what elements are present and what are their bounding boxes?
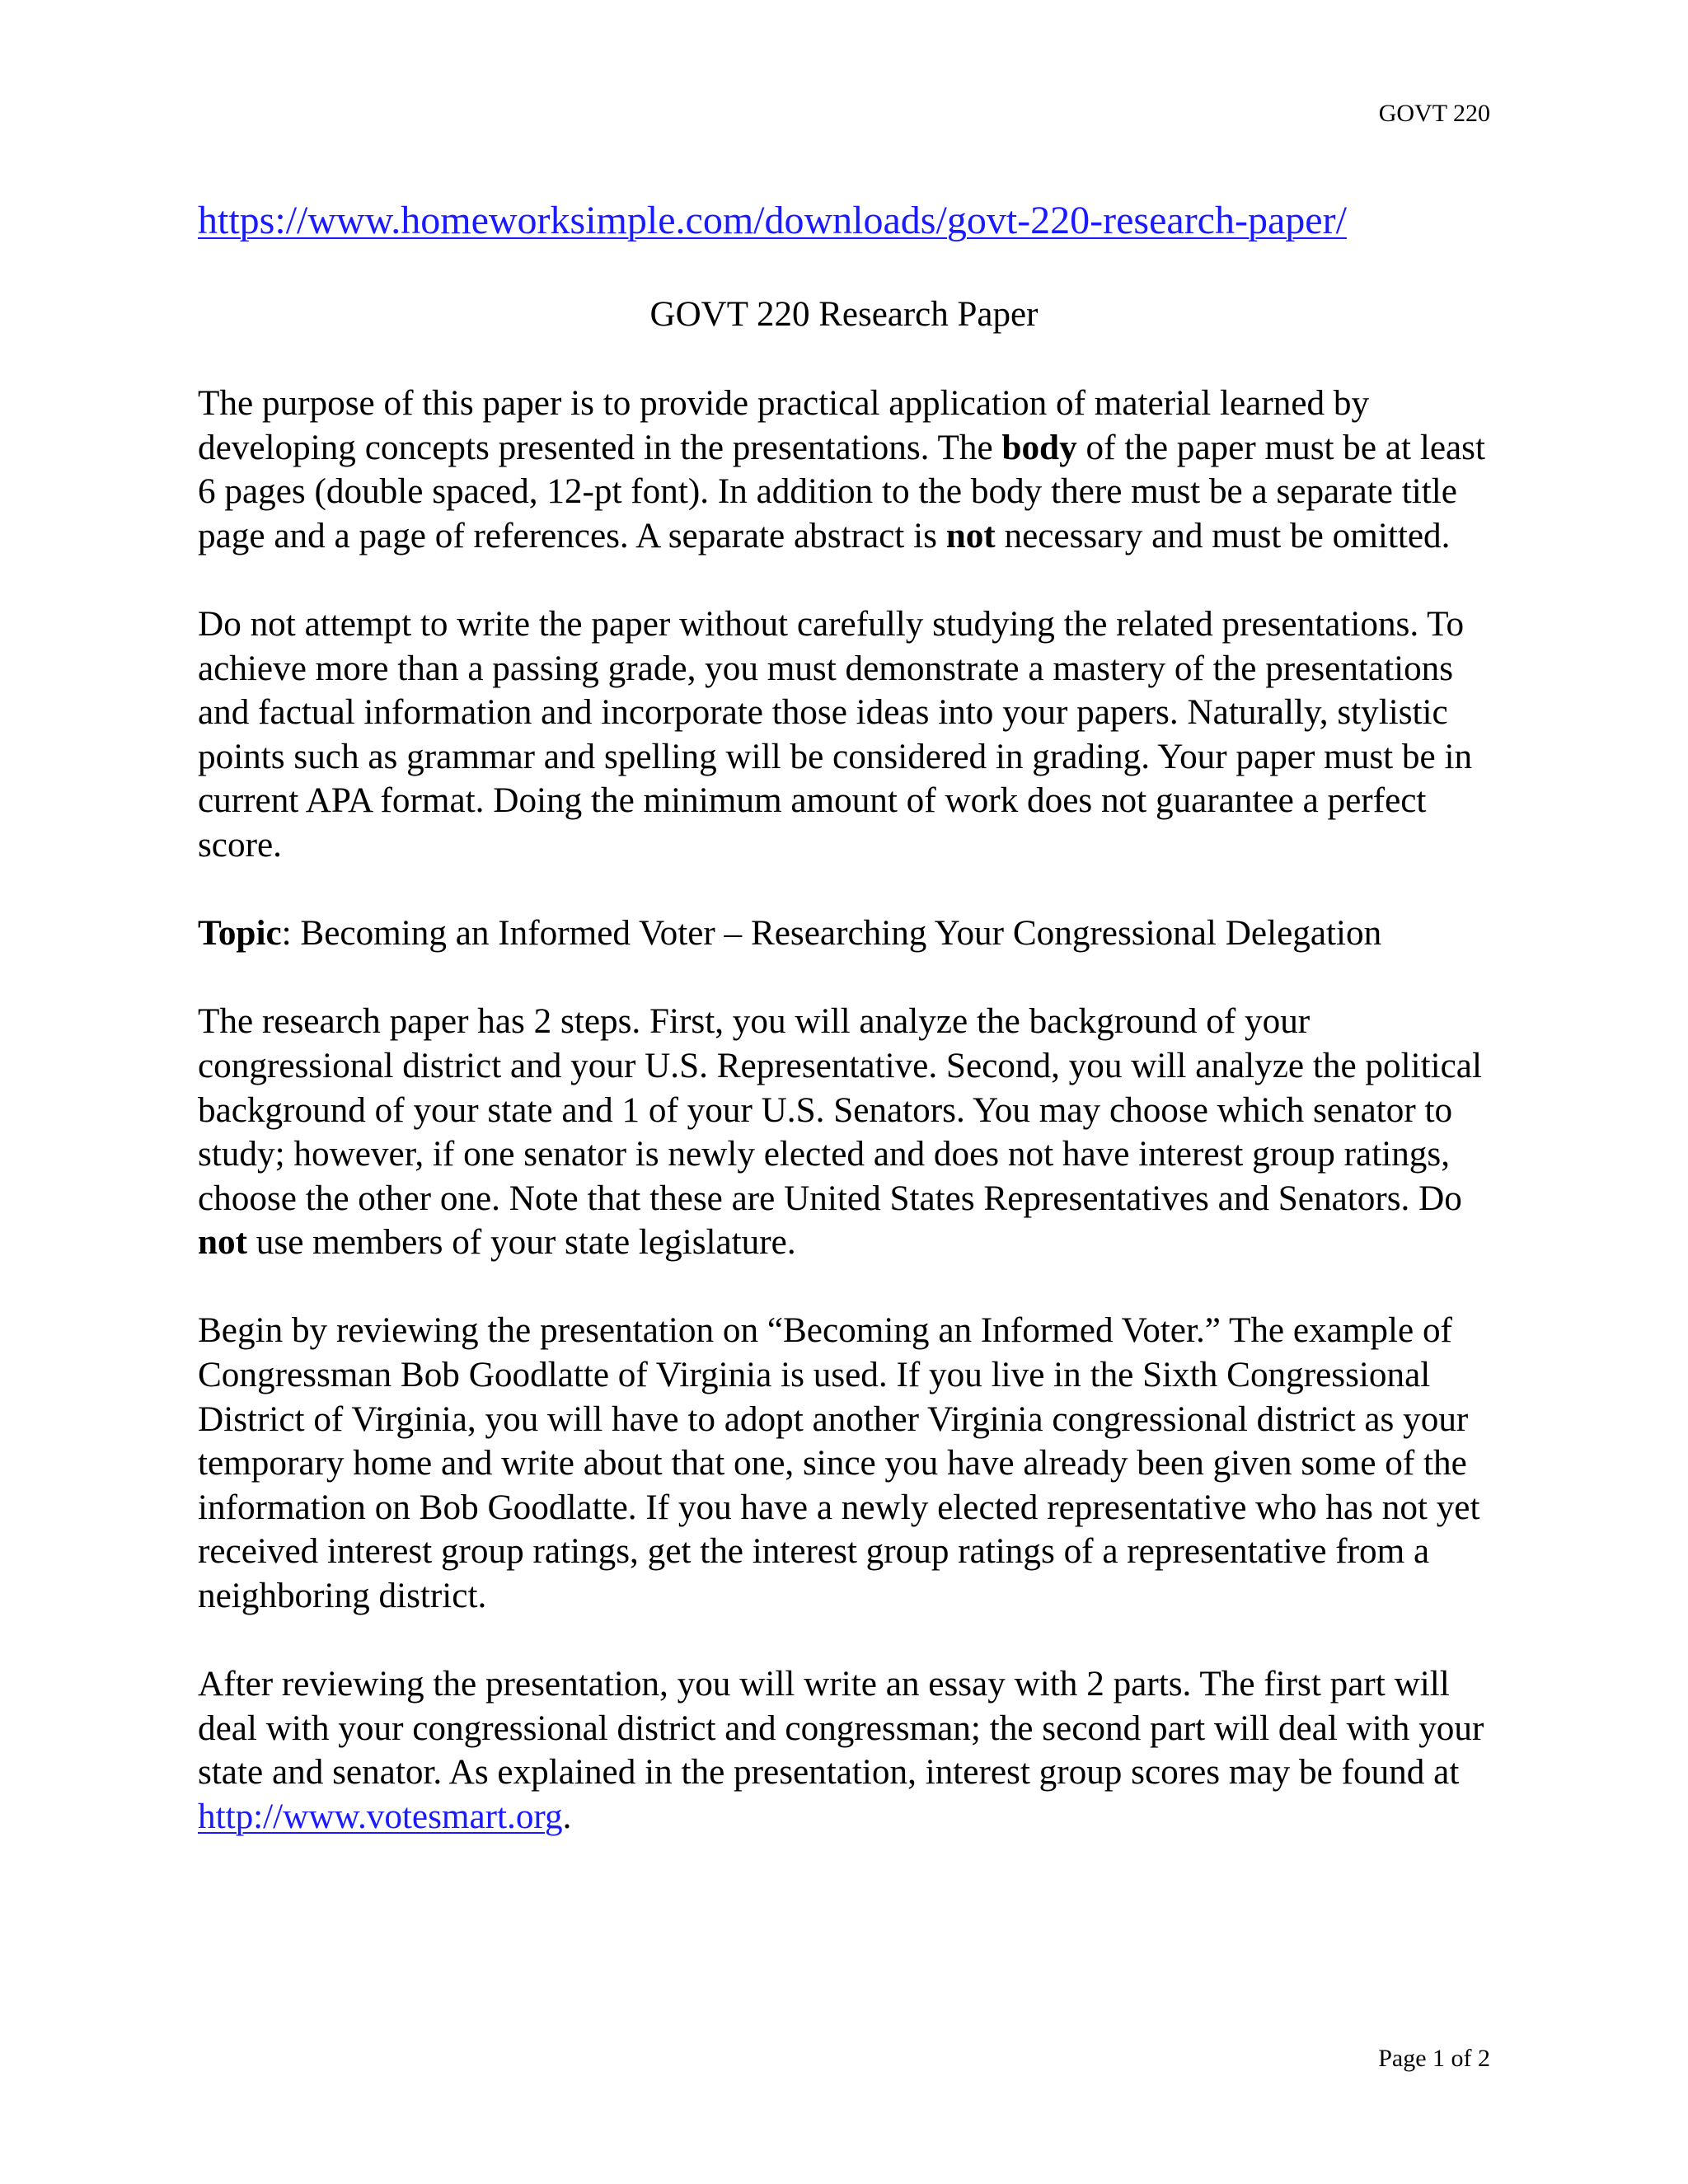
paragraph-steps-text-1: The research paper has 2 steps. First, you will analyze the background of your congressional district and your U.S. Representative. Second, you will analyze the political background of your state and 1 of your U.S. Senators. You may choose which senator to study; however, if one senator is newly elected and does not have interest group ratings, choose the other one. Note that these are United States Representatives and Senators. Do: [198, 1002, 1482, 1218]
paragraph-topic: [198, 912, 1500, 956]
source-url-link[interactable]: https://www.homeworksimple.com/downloads/govt-220-research-paper/: [198, 199, 1347, 242]
page-number: Page 1 of 2: [1378, 2045, 1490, 2072]
paragraph-steps: [198, 1000, 1500, 1265]
emphasis-not-legislature: not: [198, 1223, 247, 1263]
topic-text: : Becoming an Informed Voter – Researching Your Congressional Delegation: [281, 914, 1382, 954]
paragraph-begin: Begin by reviewing the presentation on “Becoming an Informed Voter.” The example of Congressman Bob Goodlatte of Virginia is used. If you live in the Sixth Congressional District of Virginia, you will have to adopt another Virginia congressional district as your temporary home and write about that one, since you have already been given some of the information on Bob Goodlatte. If you have a newly elected representative who has not yet received interest group ratings, get the interest group ratings of a representative from a neighboring district.: [198, 1311, 1480, 1616]
source-url-line: [198, 196, 1490, 246]
emphasis-not-abstract: not: [945, 516, 996, 555]
paragraph-purpose-text-2: of the paper must be at least 6 pages (double spaced, 12-pt font). In addition to the body there must be a separate title page and a page of references. A separate abstract is: [198, 428, 1485, 555]
paragraph-instructions: Do not attempt to write the paper without carefully studying the related presentations. To achieve more than a passing grade, you must demonstrate a mastery of the presentations and factual information and incorporate those ideas into your papers. Naturally, stylistic points such as grammar and spelling will be considered in grading. Your paper must be in current APA format. Doing the minimum amount of work does not guarantee a perfect score.: [198, 604, 1473, 865]
paragraph-purpose-text-3: necessary and must be omitted.: [995, 516, 1451, 555]
header-course-code: GOVT 220: [1378, 100, 1490, 127]
paragraph-essay-text-2: .: [562, 1797, 572, 1836]
document-title: GOVT 220 Research Paper: [649, 295, 1039, 334]
paragraph-purpose-text-1: The purpose of this paper is to provide practical application of material learned by developing concepts presented in the presentations. The: [198, 384, 1370, 467]
votesmart-link[interactable]: http://www.votesmart.org: [198, 1797, 563, 1836]
topic-label: Topic: [198, 914, 282, 954]
paragraph-purpose: [198, 382, 1500, 558]
paragraph-essay: [198, 1662, 1500, 1839]
emphasis-body: body: [1001, 428, 1077, 467]
document-body: [198, 382, 1500, 1883]
paragraph-essay-text-1: After reviewing the presentation, you will write an essay with 2 parts. The first part will deal with your congressional district and congressman; the second part will deal with your state and senator. As explained in the presentation, interest group scores may be found at: [198, 1665, 1484, 1793]
paragraph-steps-text-2: use members of your state legislature.: [247, 1223, 796, 1263]
